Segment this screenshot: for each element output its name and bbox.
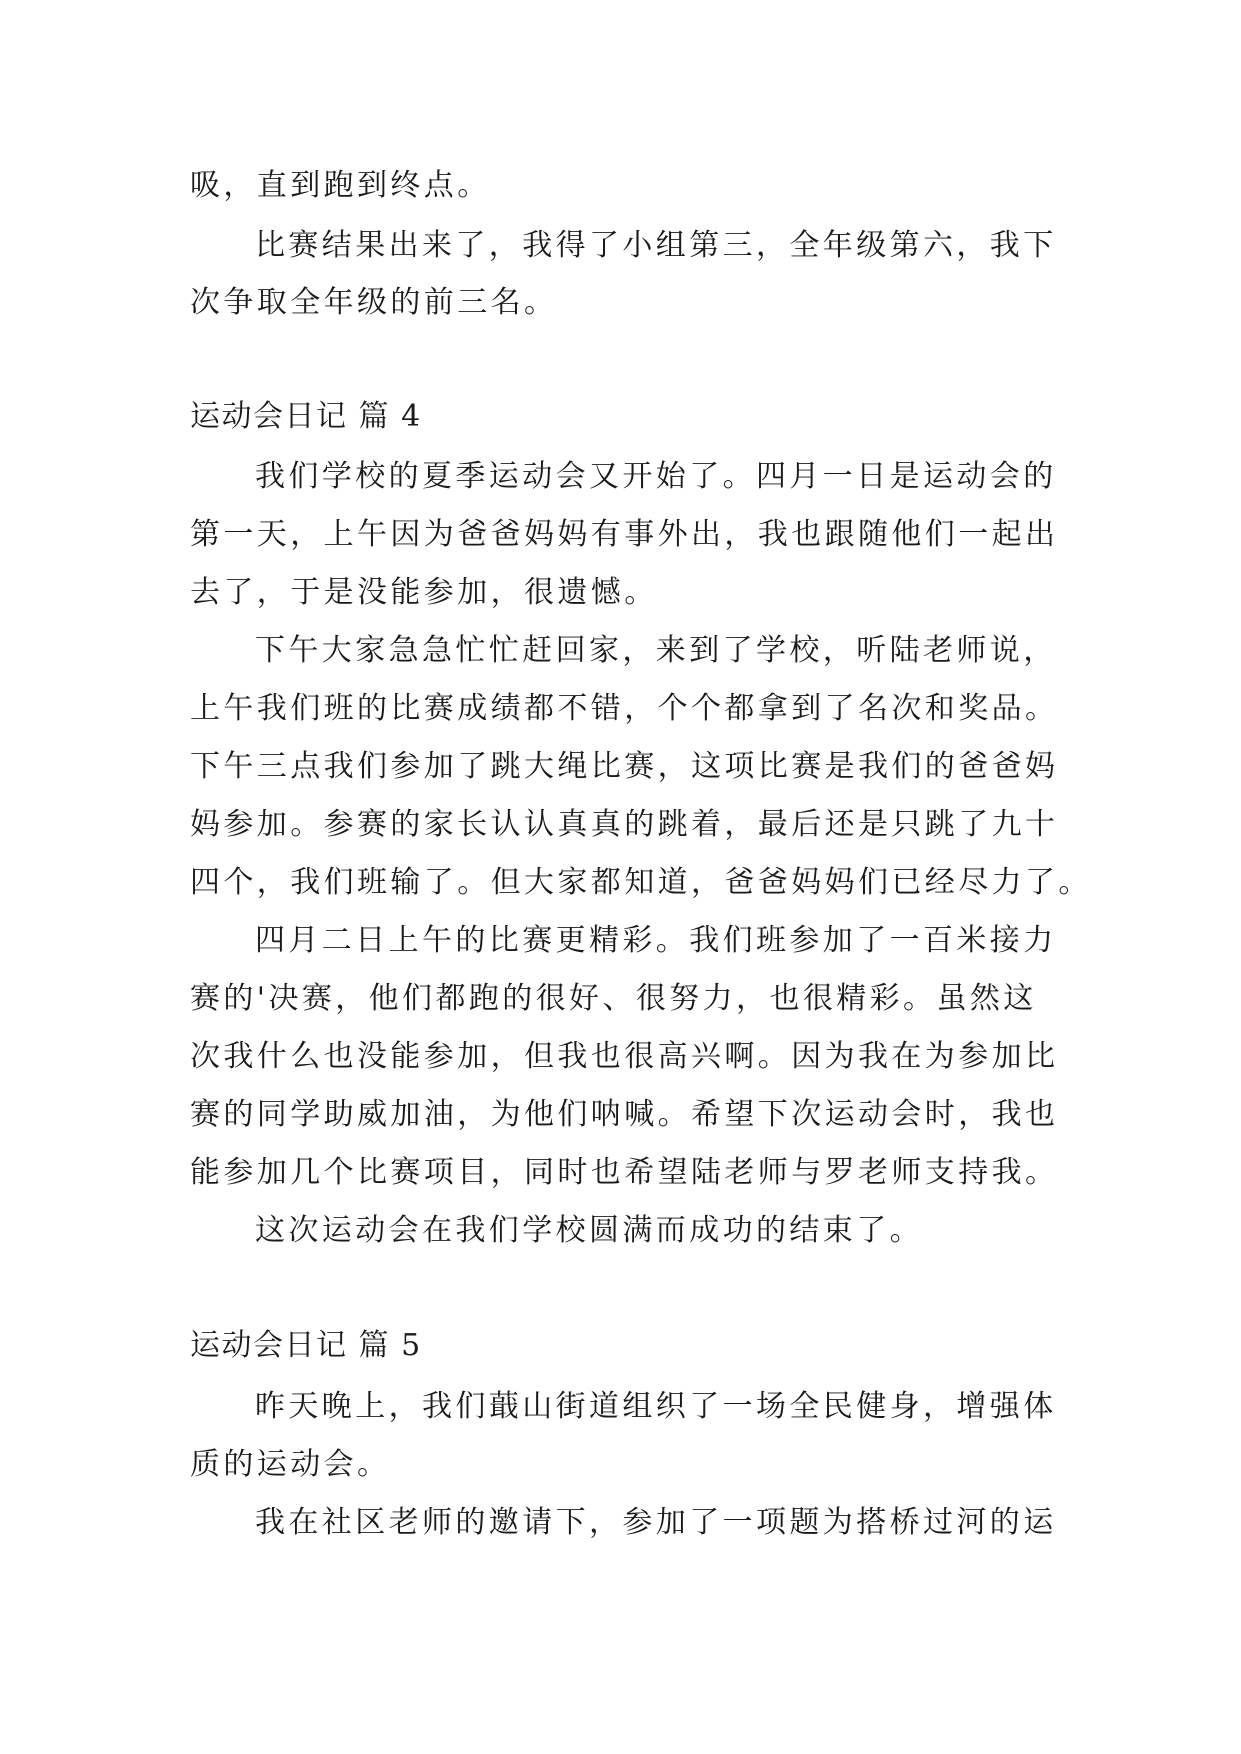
paragraph-line: 赛的同学助威加油，为他们呐喊。希望下次运动会时，我也 [190,1097,1059,1132]
paragraph-line: 妈参加。参赛的家长认认真真的跳着，最后还是只跳了九十 [190,807,1059,842]
paragraph-line: 上午我们班的比赛成绩都不错，个个都拿到了名次和奖品。 [190,691,1059,726]
paragraph-line: 第一天，上午因为爸爸妈妈有事外出，我也跟随他们一起出 [190,517,1059,552]
paragraph-line: 次我什么也没能参加，但我也很高兴啊。因为我在为参加比 [190,1039,1059,1074]
paragraph-line: 质的运动会。 [190,1447,391,1482]
paragraph-line: 这次运动会在我们学校圆满而成功的结束了。 [255,1213,923,1248]
section-heading: 运动会日记 篇 5 [190,1328,422,1363]
section-heading: 运动会日记 篇 4 [190,399,422,434]
paragraph-line: 比赛结果出来了，我得了小组第三，全年级第六，我下 [255,228,1057,263]
paragraph-line: 我们学校的夏季运动会又开始了。四月一日是运动会的 [255,459,1057,494]
paragraph-line: 赛的'决赛，他们都跑的很好、很努力，也很精彩。虽然这 [190,981,1037,1016]
paragraph-line: 四月二日上午的比赛更精彩。我们班参加了一百米接力 [255,923,1057,958]
paragraph-line: 昨天晚上，我们蕺山街道组织了一场全民健身，增强体 [255,1389,1057,1424]
paragraph-line: 次争取全年级的前三名。 [190,285,558,320]
paragraph-line: 下午大家急急忙忙赶回家，来到了学校，听陆老师说， [255,633,1057,668]
paragraph-line: 能参加几个比赛项目，同时也希望陆老师与罗老师支持我。 [190,1155,1059,1190]
paragraph-line: 吸，直到跑到终点。 [190,168,491,203]
paragraph-line: 四个，我们班输了。但大家都知道，爸爸妈妈们已经尽力了。 [190,865,1092,900]
paragraph-line: 下午三点我们参加了跳大绳比赛，这项比赛是我们的爸爸妈 [190,749,1059,784]
paragraph-line: 我在社区老师的邀请下，参加了一项题为搭桥过河的运 [255,1505,1057,1540]
paragraph-line: 去了，于是没能参加，很遗憾。 [190,575,658,610]
